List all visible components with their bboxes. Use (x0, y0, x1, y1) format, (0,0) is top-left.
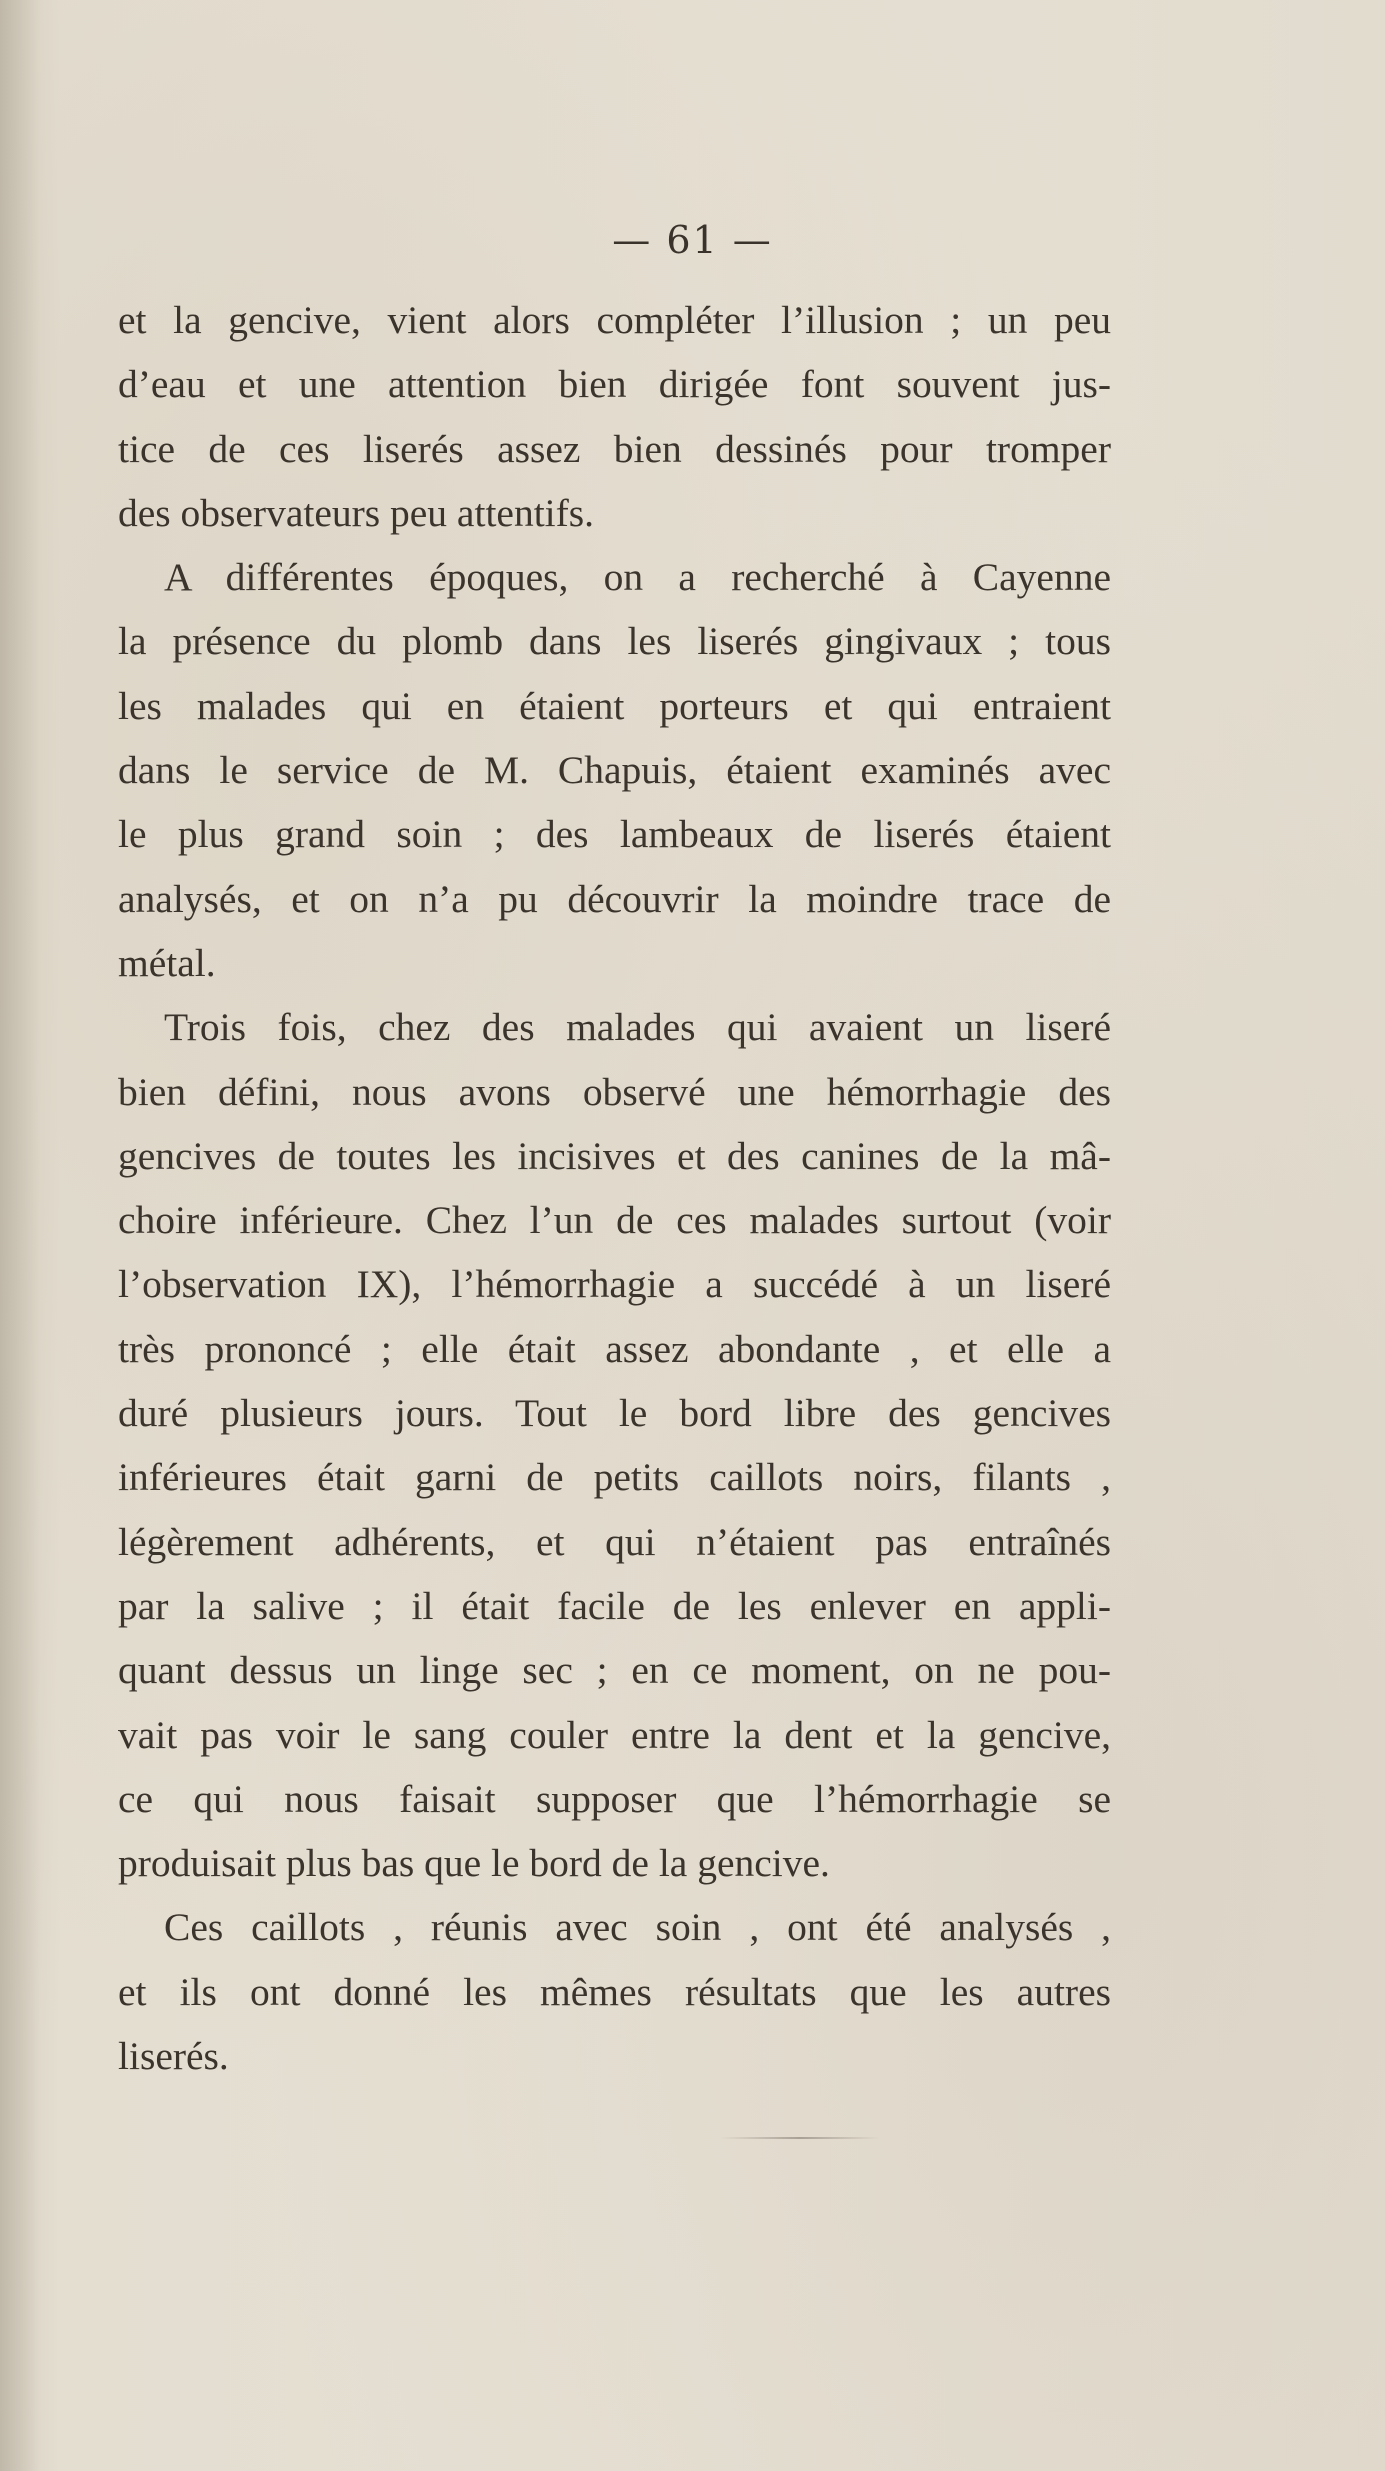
page-gutter-shadow (0, 0, 40, 2471)
text-line: et ils ont donné les mêmes résultats que les autres (118, 1969, 1111, 2014)
paragraph-4 (118, 1895, 1111, 2088)
text-line: gencives de toutes les incisives et des canines de la mâ- (118, 1133, 1111, 1178)
page-number: — 61 — (612, 218, 773, 262)
paragraph-1 (118, 288, 1111, 545)
text-line: choire inférieure. Chez l’un de ces malades surtout (voir (118, 1198, 1111, 1243)
body-text (118, 288, 1111, 2088)
text-line: dans le service de M. Chapuis, étaient examinés avec (118, 748, 1111, 793)
text-line: Trois fois, chez des malades qui avaient un liseré (164, 1005, 1111, 1050)
text-line: A différentes époques, on a recherché à Cayenne (164, 555, 1111, 600)
text-line: légèrement adhérents, et qui n’étaient pas entraînés (118, 1519, 1111, 1564)
text-line: des observateurs peu attentifs. (118, 490, 595, 535)
text-line: vait pas voir le sang couler entre la dent et la gencive, (118, 1712, 1111, 1757)
text-line: le plus grand soin ; des lambeaux de liserés étaient (118, 812, 1111, 857)
text-line: par la salive ; il était facile de les enlever en appli- (118, 1583, 1111, 1628)
text-line: métal. (118, 940, 216, 985)
text-line: la présence du plomb dans les liserés gingivaux ; tous (118, 619, 1111, 664)
text-line: liserés. (118, 2034, 229, 2079)
text-line: quant dessus un linge sec ; en ce moment, on ne pou- (118, 1648, 1111, 1693)
text-line: analysés, et on n’a pu découvrir la moindre trace de (118, 876, 1111, 921)
text-line: Ces caillots , réunis avec soin , ont été analysés , (164, 1905, 1111, 1950)
text-line: inférieures était garni de petits caillots noirs, filants , (118, 1455, 1111, 1500)
text-line: tice de ces liserés assez bien dessinés pour tromper (118, 426, 1111, 471)
text-line: l’observation IX), l’hémorrhagie a succédé à un liseré (118, 1262, 1111, 1307)
text-line: et la gencive, vient alors compléter l’illusion ; un peu (118, 298, 1111, 342)
text-line: duré plusieurs jours. Tout le bord libre des gencives (118, 1391, 1111, 1436)
text-line: produisait plus bas que le bord de la gencive. (118, 1841, 830, 1886)
text-line: ce qui nous faisait supposer que l’hémorrhagie se (118, 1776, 1111, 1821)
text-line: très prononcé ; elle était assez abondante , et elle a (118, 1326, 1111, 1371)
paragraph-2 (118, 545, 1111, 995)
text-line: bien défini, nous avons observé une hémorrhagie des (118, 1069, 1111, 1114)
end-rule (720, 2137, 880, 2139)
text-line: les malades qui en étaient porteurs et qui entraient (118, 683, 1111, 728)
paragraph-3 (118, 995, 1111, 1895)
text-line: d’eau et une attention bien dirigée font souvent jus- (118, 362, 1111, 407)
